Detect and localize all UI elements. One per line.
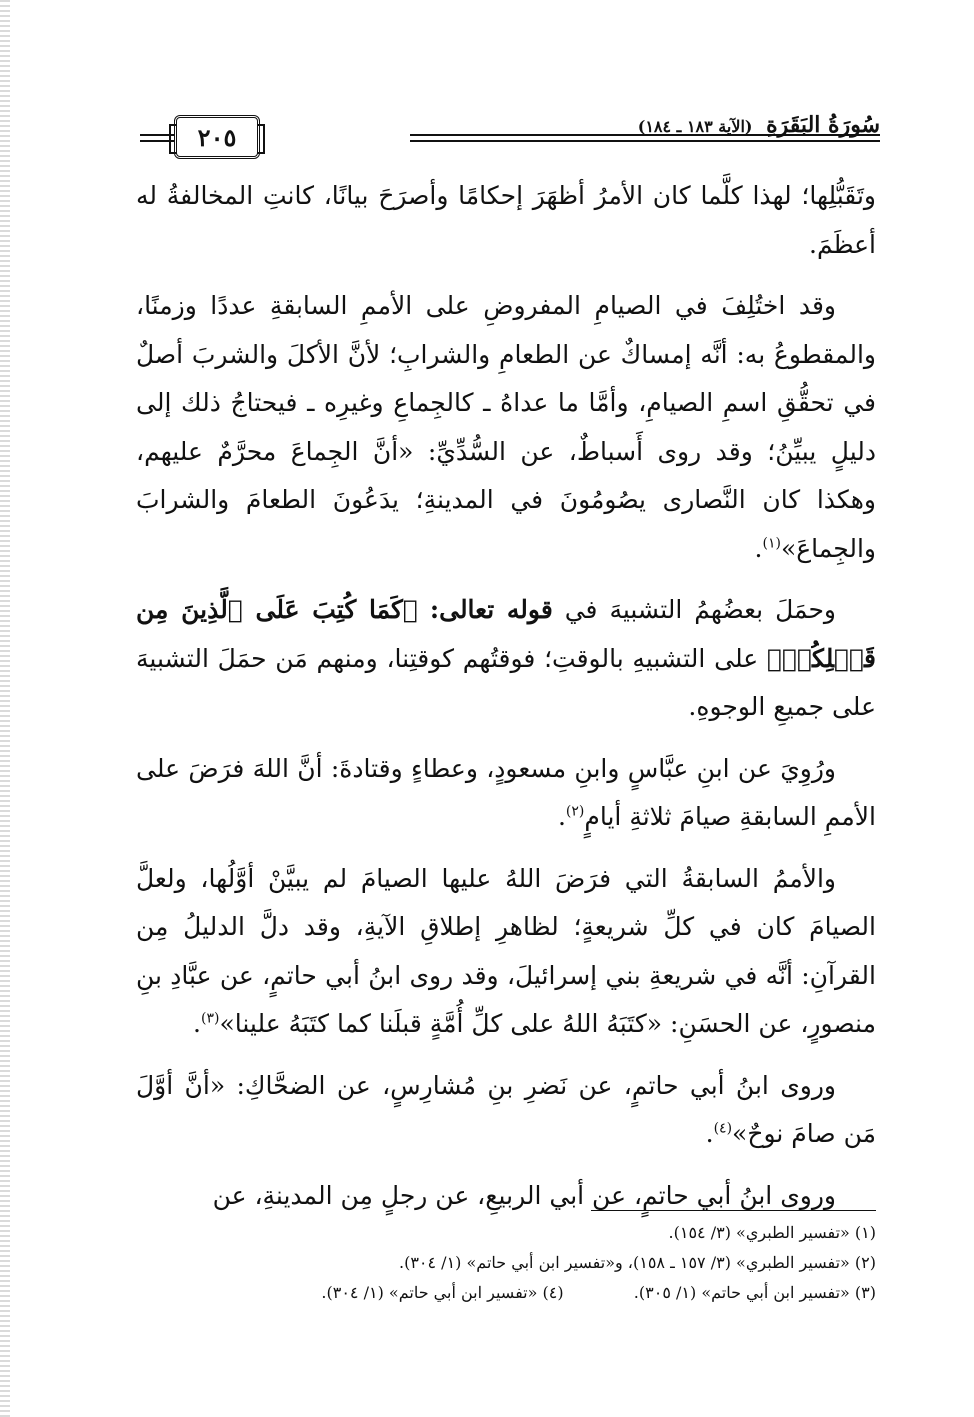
main-text xyxy=(136,172,876,1233)
footnote: (٣) «تفسير ابن أبي حاتم» (١/ ٣٠٥). xyxy=(633,1283,876,1302)
header-rule xyxy=(410,140,880,142)
footnote: (١) «تفسير الطبري» (٣/ ١٥٤). xyxy=(668,1223,876,1242)
paragraph: وتَقَبُّلِها؛ لهذا كلَّما كان الأمرُ أظهَرَ إحكامًا وأصرَحَ بيانًا، كانتِ المخالفةُ له أعظَمَ. xyxy=(136,181,876,259)
surah-name: سُورَةُ البَقَرَةِ xyxy=(766,112,880,138)
paragraph: وحمَلَ بعضُهمُ التشبيهَ في قوله تعالى: ﴿كَمَا كُتِبَ عَلَى ٱلَّذِينَ مِن قَبۡلِكُمۡ﴾ على التشبيهِ بالوقتِ؛ فوقتُهم كوقتِنا، ومنهم مَن حمَلَ التشبيهَ على جميعِ الوجوهِ. xyxy=(136,595,876,721)
footnote-separator xyxy=(591,1210,876,1211)
footnote-ref[interactable]: (١) xyxy=(762,535,781,552)
footnote-ref[interactable]: (٤) xyxy=(713,1120,733,1137)
paragraph: وروى ابنُ أبي حاتمٍ، عن نَضرِ بنِ مُشارِسٍ، عن الضحَّاكِ: «أنَّ أوَّلَ مَن صامَ نوحٌ»$^{(٤)}$. xyxy=(136,1070,876,1148)
quran-verse: ﴿كَمَا كُتِبَ عَلَى ٱلَّذِينَ مِن قَبۡلِكُمۡ﴾ xyxy=(136,595,876,673)
paragraph: والأممُ السابقةُ التي فرَضَ اللهُ عليها الصيامَ لم يبيَّنْ أوَّلُها، ولعلَّ الصيامَ كان في كلِّ شريعةٍ؛ لظاهرِ إطلاقِ الآيةِ، وقد دلَّ الدليلُ مِن القرآنِ: أنَّه في شريعةِ بني إسرائيلَ، وقد روى ابنُ أبي حاتمٍ، عن عبَّادِ بنِ منصورٍ، عن الحسَنِ: «كتَبَهُ اللهُ على كلِّ أُمَّةٍ قبلَنا كما كتَبَهُ علينا»$^{(٣)}$. xyxy=(136,863,876,1038)
paragraph: وروى ابنُ أبي حاتمٍ، عن أبي الربيعِ، عن رجلٍ مِن المدينةِ، عن xyxy=(212,1180,836,1210)
quran-intro: قوله تعالى: xyxy=(429,595,553,624)
ayah-range: (الآية ١٨٣ ـ ١٨٤) xyxy=(637,117,753,136)
paragraph: ورُوِيَ عن ابنِ عبَّاسٍ وابنِ مسعودٍ، وعطاءٍ وقتادةَ: أنَّ اللهَ فرَضَ على الأممِ السابقةِ صيامَ ثلاثةِ أيامٍ$^{(٢)}$. xyxy=(136,753,876,831)
footnotes xyxy=(130,1218,876,1308)
footnote: (٢) «تفسير الطبري» (٣/ ١٥٧ ـ ١٥٨)، و«تفسير ابن أبي حاتم» (١/ ٣٠٤). xyxy=(398,1253,876,1272)
paragraph: وقد اختُلِفَ في الصيامِ المفروضِ على الأممِ السابقةِ عددًا وزمنًا، والمقطوعُ به: أنَّه إمساكٌ عن الطعامِ والشرابِ؛ لأنَّ الأكلَ والشربَ أصلٌ في تحقُّقِ اسمِ الصيامِ، وأمَّا ما عداهُ ـ كالجِماعِ وغيرِه ـ فيحتاجُ ذلك إلى دليلٍ يبيِّنُ؛ وقد روى أَسباطٌ، عن السُّدِّيِّ: «أنَّ الجِماعَ محرَّمٌ عليهم، وهكذا كان النَّصارى يصُومُونَ في المدينةِ؛ يدَعُونَ الطعامَ والشرابَ والجِماعَ»$^{(١)}$. xyxy=(136,291,876,563)
footnote-line xyxy=(130,1278,876,1308)
scan-edge xyxy=(0,0,10,1417)
footnote: (٤) «تفسير ابن أبي حاتم» (١/ ٣٠٤). xyxy=(321,1283,564,1302)
footnote-ref[interactable]: (٢) xyxy=(565,803,585,820)
page-number: ٢٠٥ xyxy=(174,115,260,159)
header-rule xyxy=(410,134,880,136)
footnote-ref[interactable]: (٣) xyxy=(201,1010,220,1027)
page-header xyxy=(140,100,880,160)
